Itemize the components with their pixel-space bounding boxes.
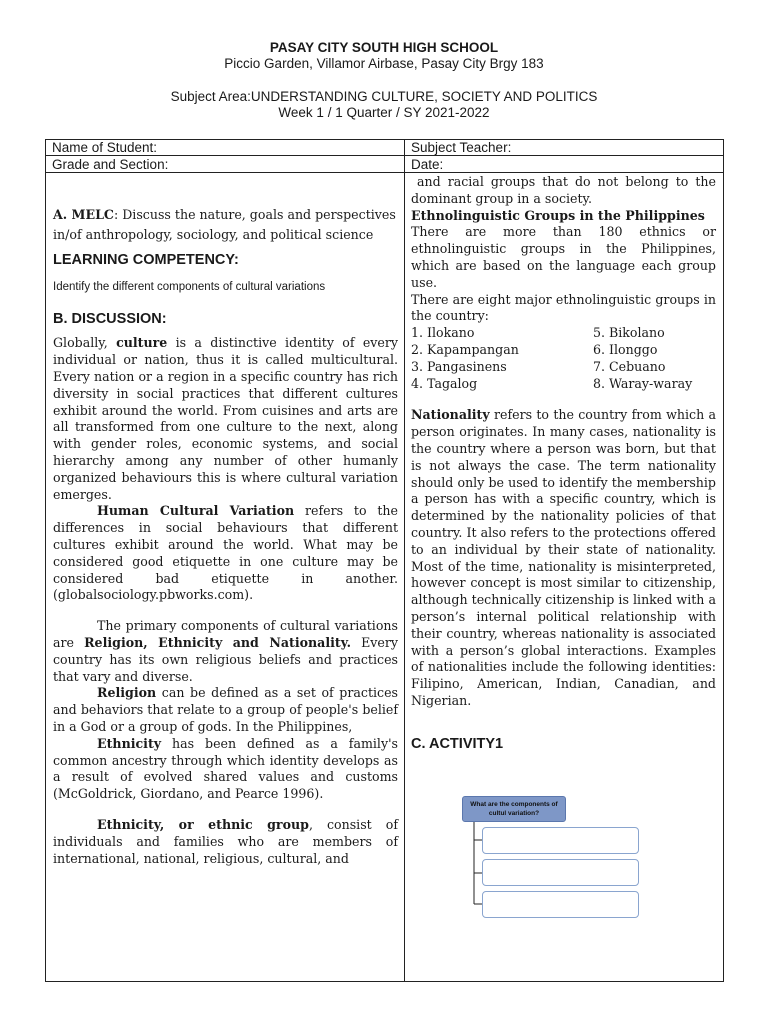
ethnolinguistic-heading: Ethnolinguistic Groups in the Philippines [411, 207, 705, 223]
list-item: 8. Waray-waray [593, 375, 693, 391]
melc-paragraph [53, 205, 398, 244]
right-column [411, 174, 716, 753]
school-address: Piccio Garden, Villamor Airbase, Pasay City Brgy 183 [224, 56, 544, 71]
list-item: 7. Cebuano [593, 358, 666, 374]
answer-box-1[interactable] [482, 827, 639, 854]
grade-section-field[interactable]: Grade and Section: [52, 157, 169, 172]
diagram-question: What are the components of cultul variation? [470, 801, 558, 817]
row-divider [45, 155, 724, 156]
p5-text: has been defined as a family's common ancestry through which identity develops as a result of evolved shared values and customs (McGoldrick, Giordano, and Pearce 1996). [53, 735, 398, 802]
ethnic-group-paragraph [53, 817, 398, 867]
ethnolinguistic-paragraph: There are more than 180 ethnics or ethnolinguistic groups in the Philippines, which are based on the language each group use. [411, 224, 716, 290]
list-item: 2. Kapampangan [411, 341, 519, 357]
continuation-paragraph: and racial groups that do not belong to the dominant group in a society. [411, 174, 716, 206]
religion-paragraph [53, 685, 398, 735]
melc-label: A. MELC [53, 207, 114, 222]
melc-text: : Discuss the nature, goals and perspectives in/of anthropology, sociology, and political science [53, 207, 396, 242]
components-terms: Religion, Ethnicity and Nationality. [84, 634, 351, 650]
cultural-variation-term: Human Cultural Variation [97, 503, 295, 519]
activity-diagram [458, 794, 642, 924]
culture-paragraph [53, 335, 398, 503]
answer-box-2[interactable] [482, 859, 639, 886]
ethnicity-term: Ethnicity [97, 735, 162, 751]
learning-competency-text: Identify the different components of cultural variations [53, 280, 326, 293]
list-item: 6. Ilonggo [593, 341, 658, 357]
nationality-term: Nationality [411, 407, 490, 423]
date-field[interactable]: Date: [411, 157, 444, 172]
cultural-variation-paragraph [53, 503, 398, 604]
week-quarter: Week 1 / 1 Quarter / SY 2021-2022 [278, 105, 490, 120]
culture-term: culture [116, 335, 168, 351]
ethnic-group-term: Ethnicity, or ethnic group [97, 816, 309, 832]
ethnolinguistic-list [411, 325, 716, 392]
discussion-heading: B. DISCUSSION: [53, 310, 167, 327]
student-name-field[interactable]: Name of Student: [52, 140, 158, 155]
major-groups-intro: There are eight major ethnolinguistic groups in the country: [411, 291, 716, 324]
p1-text: Globally, [53, 335, 117, 351]
nationality-text: refers to the country from which a person originates. In many cases, nationality is the country where a person was born, but that is not always the case. The term nationality should only be used to identify the membership a person has with a specific country, which is determined by the nationality policies of that country. It also refers to the protections offered to an individual by their state of nationality. Most of the time, nationality is misinterpreted, however concept is most similar to citizenship, although technically citizenship is linked with a person’s internal political relationship with their country, whereas nationality is associated with a person’s global interactions. Examples of nationalities include the following identities: Filipino, American, Indian, Canadian, and Nigerian. [411, 407, 716, 708]
components-paragraph [53, 618, 398, 685]
nationality-paragraph [411, 407, 716, 709]
ethnicity-paragraph [53, 736, 398, 803]
p2-text: refers to the differences in social behaviours that different cultures exhibit around the world. What may be considered good etiquette in one culture may be considered bad etiquette in another. (globalsociology.pbworks.com). [53, 503, 398, 603]
list-item: 5. Bikolano [593, 325, 665, 341]
religion-term: Religion [97, 685, 157, 701]
school-name: PASAY CITY SOUTH HIGH SCHOOL [269, 40, 499, 55]
p3-text: The primary components of cultural variations are [53, 618, 398, 650]
subject-teacher-field[interactable]: Subject Teacher: [411, 140, 512, 155]
p3-text-rest: Every country has its own religious beliefs and practices that vary and diverse. [53, 634, 398, 684]
p6-text: , consist of individuals and families who are members of international, national, religious, cultural, and [53, 816, 398, 866]
column-divider [404, 139, 405, 982]
activity-heading: C. ACTIVITY1 [411, 735, 504, 752]
row-divider [45, 172, 724, 173]
p4-text: can be defined as a set of practices and behaviors that relate to a group of people's belief in a God or a group of gods. In the Philippines, [53, 685, 398, 734]
learning-competency-heading: LEARNING COMPETENCY: [53, 252, 239, 268]
list-item: 4. Tagalog [411, 375, 478, 391]
p1-text-rest: is a distinctive identity of every individual or nation, thus it is called multicultural. Every nation or a region in a specific country has rich diversity in social practices that different cultures exhibit around the world. From cuisines and arts are all transformed from one culture to the next, along with gender roles, economic systems, and social hierarchy among any number of other humanly organized behaviours this is where cultural variation emerges. [53, 335, 398, 502]
list-item: 3. Pangasinens [411, 358, 507, 374]
subject-area: Subject Area:UNDERSTANDING CULTURE, SOCIETY AND POLITICS [170, 89, 598, 104]
answer-box-3[interactable] [482, 891, 639, 918]
left-column [53, 205, 398, 867]
list-item: 1. Ilokano [411, 325, 475, 341]
